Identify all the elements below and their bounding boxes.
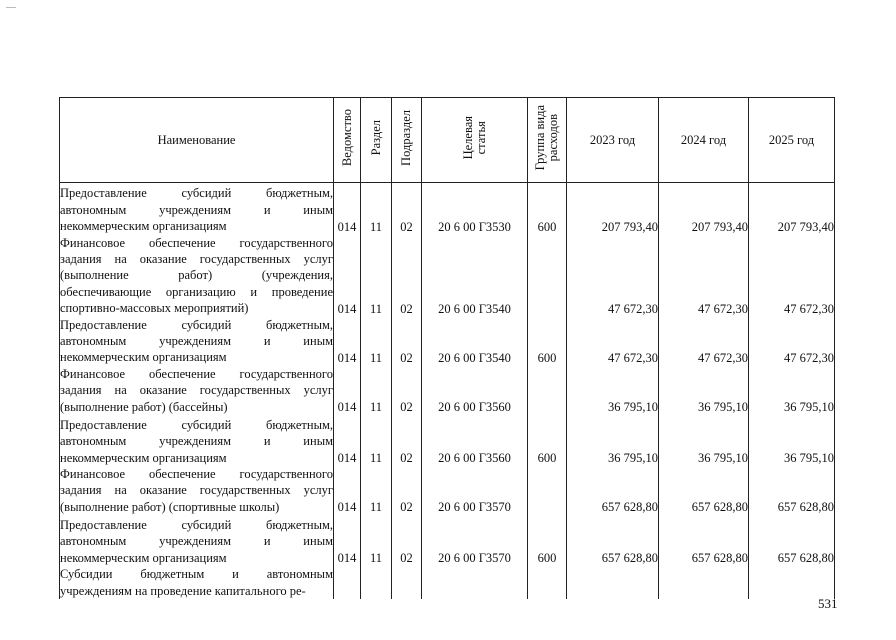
- row-value-2023: 36 795,10: [567, 366, 659, 415]
- row-value-2025: 207 793,40: [749, 183, 835, 235]
- row-value-2024: 36 795,10: [659, 415, 749, 466]
- row-target-article: 20 6 00 Г3540: [422, 317, 528, 366]
- row-target-article: 20 6 00 Г3560: [422, 415, 528, 466]
- row-subsection: 02: [392, 515, 422, 566]
- row-value-2023: 36 795,10: [567, 415, 659, 466]
- row-department: [334, 566, 361, 599]
- row-value-2025: 657 628,80: [749, 466, 835, 515]
- table-row: [60, 515, 835, 566]
- row-subsection: [392, 566, 422, 599]
- row-expense-group: [528, 235, 567, 317]
- row-expense-group: [528, 466, 567, 515]
- row-department: 014: [334, 466, 361, 515]
- header-year-2025: 2025 год: [749, 98, 835, 183]
- row-value-2024: 36 795,10: [659, 366, 749, 415]
- header-target-article: Целевая статья: [422, 98, 528, 183]
- row-value-2024: 47 672,30: [659, 317, 749, 366]
- row-value-2023: [567, 566, 659, 599]
- table-row: [60, 235, 835, 317]
- row-subsection: 02: [392, 317, 422, 366]
- row-section: 11: [361, 466, 392, 515]
- row-name: Финансовое обеспечение государственного задания на оказание государственных услуг (выполнение работ) (бассейны): [60, 366, 333, 414]
- row-expense-group: 600: [528, 317, 567, 366]
- row-section: 11: [361, 317, 392, 366]
- row-value-2025: 657 628,80: [749, 515, 835, 566]
- row-value-2023: 47 672,30: [567, 317, 659, 366]
- row-value-2023: 657 628,80: [567, 515, 659, 566]
- row-department: 014: [334, 515, 361, 566]
- table-row: [60, 415, 835, 466]
- header-expense-group: Группа вида расходов: [528, 98, 567, 183]
- row-name: Предоставление субсидий бюджетным, автономным учреждениям и иным некоммерческим организациям: [60, 183, 334, 235]
- row-target-article: 20 6 00 Г3570: [422, 515, 528, 566]
- row-value-2024: [659, 566, 749, 599]
- header-section: Раздел: [361, 98, 392, 183]
- table-row: [60, 366, 835, 415]
- page-number: 531: [818, 596, 838, 611]
- header-name: Наименование: [60, 98, 334, 183]
- row-target-article: [422, 566, 528, 599]
- row-name: Предоставление субсидий бюджетным, автономным учреждениям и иным некоммерческим организациям: [60, 415, 334, 466]
- row-target-article: 20 6 00 Г3540: [422, 235, 528, 317]
- row-value-2023: 47 672,30: [567, 235, 659, 317]
- row-value-2023: 207 793,40: [567, 183, 659, 235]
- table-row: [60, 317, 835, 366]
- row-department: 014: [334, 366, 361, 415]
- row-section: 11: [361, 515, 392, 566]
- row-subsection: 02: [392, 466, 422, 515]
- row-subsection: 02: [392, 183, 422, 235]
- row-expense-group: 600: [528, 515, 567, 566]
- row-value-2025: 47 672,30: [749, 235, 835, 317]
- row-section: 11: [361, 415, 392, 466]
- header-department: Ведомство: [334, 98, 361, 183]
- row-subsection: 02: [392, 366, 422, 415]
- row-section: 11: [361, 183, 392, 235]
- row-target-article: 20 6 00 Г3570: [422, 466, 528, 515]
- row-expense-group: 600: [528, 183, 567, 235]
- header-subsection: Подраздел: [392, 98, 422, 183]
- row-value-2024: 657 628,80: [659, 515, 749, 566]
- row-target-article: 20 6 00 Г3560: [422, 366, 528, 415]
- row-value-2024: 47 672,30: [659, 235, 749, 317]
- row-value-2024: 207 793,40: [659, 183, 749, 235]
- row-name: Финансовое обеспечение государственного задания на оказание государственных услуг (выполнение работ) (учреждения, обеспечивающие организацию и проведение спортивно-массовых мероприятий): [60, 235, 333, 316]
- row-expense-group: [528, 366, 567, 415]
- table-header-row: [60, 98, 835, 183]
- row-value-2023: 657 628,80: [567, 466, 659, 515]
- table-row: [60, 183, 835, 235]
- table-row: [60, 566, 835, 599]
- row-section: [361, 566, 392, 599]
- row-target-article: 20 6 00 Г3530: [422, 183, 528, 235]
- row-expense-group: [528, 566, 567, 599]
- row-expense-group: 600: [528, 415, 567, 466]
- row-value-2024: 657 628,80: [659, 466, 749, 515]
- row-name: Финансовое обеспечение государственного задания на оказание государственных услуг (выполнение работ) (спортивные школы): [60, 466, 333, 514]
- row-subsection: 02: [392, 415, 422, 466]
- scan-mark: [6, 7, 16, 8]
- header-year-2023: 2023 год: [567, 98, 659, 183]
- header-year-2024: 2024 год: [659, 98, 749, 183]
- row-name: Субсидии бюджетным и автономным учреждениям на проведение капитального ре-: [60, 567, 333, 598]
- row-value-2025: [749, 566, 835, 599]
- table-row: [60, 466, 835, 515]
- row-subsection: 02: [392, 235, 422, 317]
- row-section: 11: [361, 366, 392, 415]
- row-department: 014: [334, 317, 361, 366]
- row-name: Предоставление субсидий бюджетным, автономным учреждениям и иным некоммерческим организациям: [60, 515, 334, 566]
- row-section: 11: [361, 235, 392, 317]
- row-department: 014: [334, 235, 361, 317]
- row-department: 014: [334, 183, 361, 235]
- row-value-2025: 47 672,30: [749, 317, 835, 366]
- row-department: 014: [334, 415, 361, 466]
- budget-table: [59, 97, 835, 599]
- row-name: Предоставление субсидий бюджетным, автономным учреждениям и иным некоммерческим организациям: [60, 317, 333, 365]
- row-value-2025: 36 795,10: [749, 366, 835, 415]
- row-value-2025: 36 795,10: [749, 415, 835, 466]
